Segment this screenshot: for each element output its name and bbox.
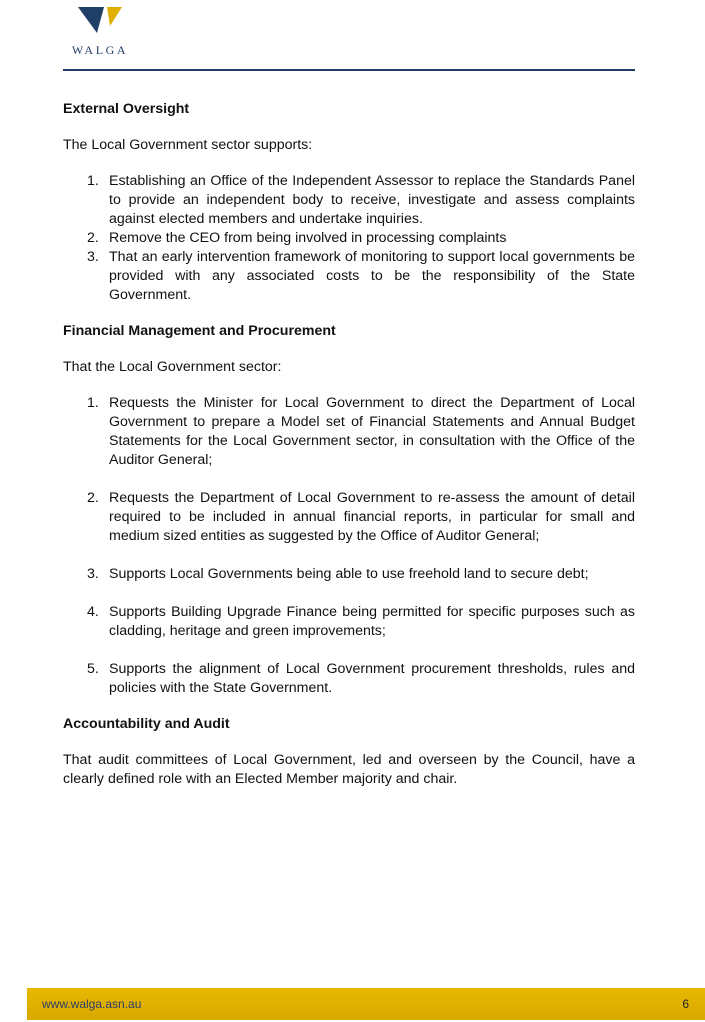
list-number: 3.: [87, 249, 99, 265]
list-item: 3. That an early intervention framework of monitoring to support local governments be provided with any associated costs to be the responsibility of the State Government.: [87, 249, 635, 303]
section-heading-accountability-audit: Accountability and Audit: [63, 716, 230, 732]
section-body: That audit committees of Local Government, led and overseen by the Council, have a clearly defined role with an Elected Member majority and chair.: [63, 752, 635, 787]
list-item: 4. Supports Building Upgrade Finance being permitted for specific purposes such as cladding, heritage and green improvements;: [87, 604, 635, 639]
section-heading-financial-management: Financial Management and Procurement: [63, 323, 336, 339]
list-item: 3. Supports Local Governments being able to use freehold land to secure debt;: [87, 566, 589, 582]
section-intro: That the Local Government sector:: [63, 359, 282, 375]
logo-text: WALGA: [71, 43, 129, 57]
financial-management-list: [63, 394, 635, 698]
list-number: 3.: [87, 566, 99, 582]
walga-logo-mark-icon: [76, 6, 126, 42]
section-heading-external-oversight: External Oversight: [63, 101, 190, 117]
list-number: 1.: [87, 395, 99, 411]
list-item: 1. Requests the Minister for Local Government to direct the Department of Local Government to prepare a Model set of Financial Statements and Annual Budget Statements for the Local Government sector, in consultation with the Office of the Auditor General;: [87, 395, 635, 468]
list-number: 4.: [87, 604, 99, 620]
page-number: 6: [682, 997, 689, 1011]
list-item: 1. Establishing an Office of the Independent Assessor to replace the Standards Panel to provide an independent body to receive, investigate and assess complaints against elected members and undertake inquiries.: [87, 173, 635, 227]
list-number: 5.: [87, 661, 99, 677]
section-intro: The Local Government sector supports:: [63, 137, 313, 153]
list-number: 2.: [87, 230, 99, 246]
list-item: 2. Requests the Department of Local Government to re-assess the amount of detail required to be included in annual financial reports, in particular for small and medium sized entities as suggested by the Office of Auditor General;: [87, 490, 635, 544]
external-oversight-list: [63, 172, 635, 305]
page-footer: [27, 988, 705, 1020]
walga-logo: [68, 6, 132, 56]
list-item: 2. Remove the CEO from being involved in processing complaints: [87, 230, 507, 246]
list-item: 5. Supports the alignment of Local Government procurement thresholds, rules and policies with the State Government.: [87, 661, 635, 696]
footer-url: www.walga.asn.au: [42, 997, 142, 1011]
list-number: 2.: [87, 490, 99, 506]
document-body: [63, 100, 635, 806]
header-rule: [63, 69, 635, 71]
list-number: 1.: [87, 173, 99, 189]
